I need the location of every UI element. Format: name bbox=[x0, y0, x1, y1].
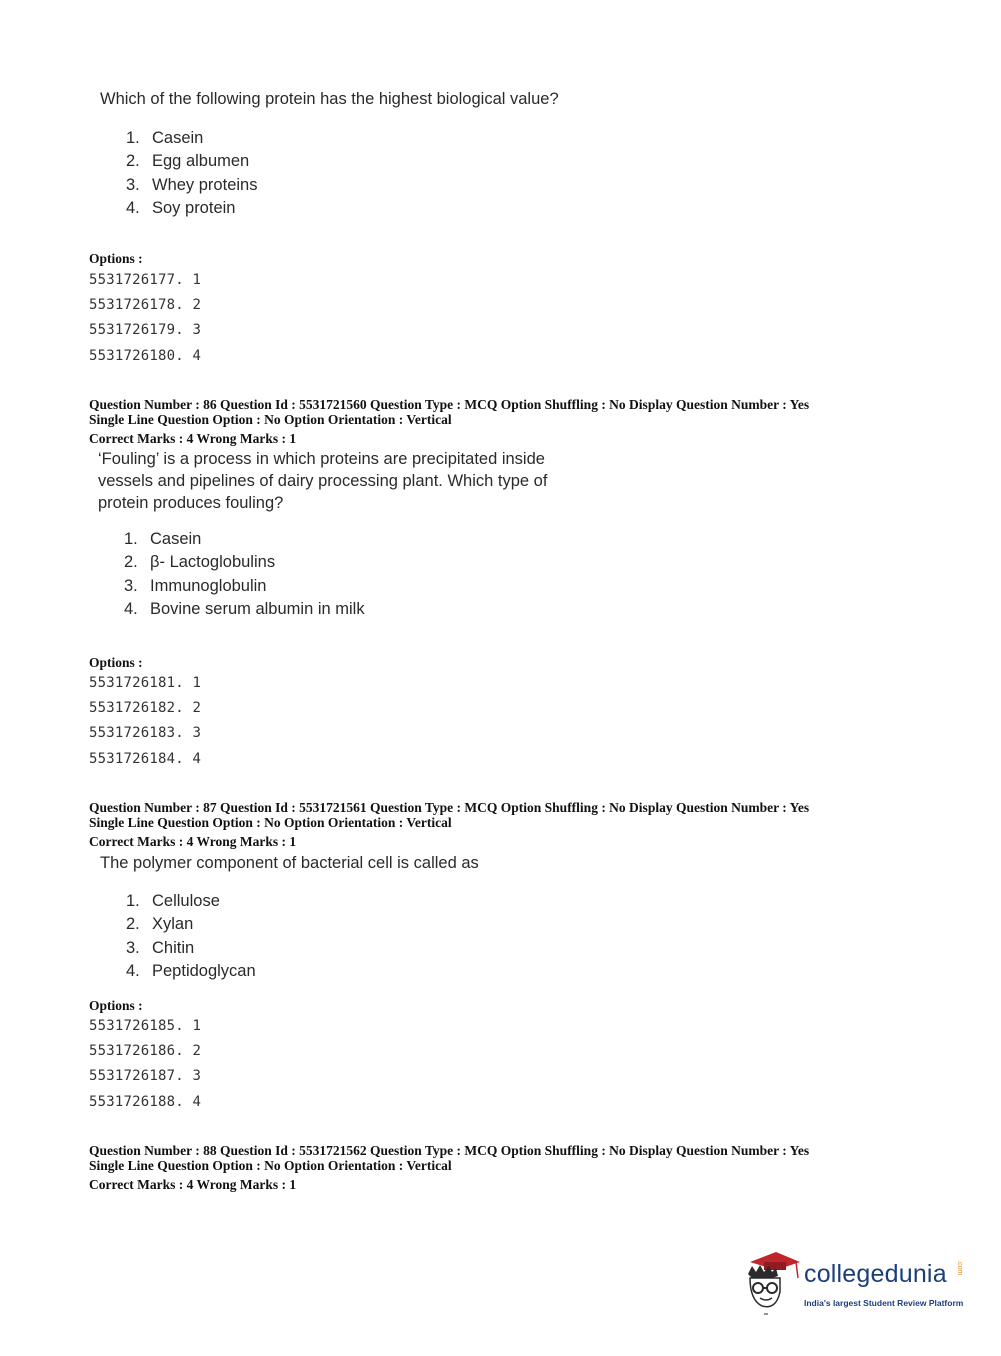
question-87-choices bbox=[126, 890, 256, 983]
question-87-meta-line1: Question Number : 87 Question Id : 5531721561 Question Type : MCQ Option Shuffling : No Display Question Number : Yes bbox=[89, 800, 810, 815]
choice-item: 3. Immunoglobulin bbox=[124, 576, 267, 595]
choice-item: 4. Bovine serum albumin in milk bbox=[124, 599, 365, 618]
question-86-text: ‘Fouling’ is a process in which proteins are precipitated inside vessels and pipelines of dairy processing plant. Which type of protein produces fouling? bbox=[98, 450, 548, 512]
option-id: 5531726182. 2 bbox=[89, 700, 202, 717]
question-86-options bbox=[89, 671, 201, 772]
choice-item: 4. Peptidoglycan bbox=[126, 961, 256, 980]
option-id: 5531726183. 3 bbox=[89, 725, 202, 742]
question-85-text: Which of the following protein has the highest biological value? bbox=[100, 90, 559, 108]
question-86-meta-line1: Question Number : 86 Question Id : 5531721560 Question Type : MCQ Option Shuffling : No Display Question Number : Yes bbox=[89, 397, 810, 412]
choice-item: 2. β- Lactoglobulins bbox=[124, 553, 276, 572]
question-88-marks: Correct Marks : 4 Wrong Marks : 1 bbox=[89, 1177, 297, 1192]
option-id: 5531726180. 4 bbox=[89, 347, 202, 364]
question-88-meta-line1: Question Number : 88 Question Id : 5531721562 Question Type : MCQ Option Shuffling : No Display Question Number : Yes bbox=[89, 1143, 810, 1158]
option-id: 5531726178. 2 bbox=[89, 297, 202, 314]
option-id: 5531726184. 4 bbox=[89, 750, 202, 767]
question-85-choices bbox=[126, 127, 257, 220]
question-87-text: The polymer component of bacterial cell is called as bbox=[100, 854, 479, 872]
question-88-meta-line2: Single Line Question Option : No Option Orientation : Vertical bbox=[89, 1158, 452, 1173]
choice-item: 2. Xylan bbox=[126, 915, 194, 934]
choice-item: 1. Casein bbox=[126, 129, 204, 147]
option-id: 5531726179. 3 bbox=[89, 322, 202, 339]
option-id: 5531726188. 4 bbox=[89, 1093, 202, 1110]
option-id: 5531726187. 3 bbox=[89, 1068, 202, 1085]
collegedunia-logo bbox=[742, 1248, 972, 1318]
logo-suffix: .com bbox=[956, 1260, 963, 1276]
logo-wordmark: collegedunia bbox=[804, 1260, 947, 1288]
option-id: 5531726186. 2 bbox=[89, 1043, 202, 1060]
choice-item: 2. Egg albumen bbox=[126, 152, 250, 171]
options-label: Options : bbox=[89, 655, 143, 670]
option-id: 5531726181. 1 bbox=[89, 675, 202, 691]
choice-item: 1. Casein bbox=[124, 530, 202, 548]
choice-item: 3. Chitin bbox=[126, 938, 195, 957]
question-85-options bbox=[89, 268, 201, 369]
option-id: 5531726177. 1 bbox=[89, 272, 202, 288]
mascot-icon bbox=[742, 1248, 802, 1318]
options-label: Options : bbox=[89, 251, 143, 266]
question-86-meta-line2: Single Line Question Option : No Option Orientation : Vertical bbox=[89, 412, 452, 427]
choice-item: 4. Soy protein bbox=[126, 198, 236, 217]
question-87-marks: Correct Marks : 4 Wrong Marks : 1 bbox=[89, 834, 297, 849]
logo-tagline: India's largest Student Review Platform bbox=[804, 1298, 964, 1308]
question-87-meta-line2: Single Line Question Option : No Option Orientation : Vertical bbox=[89, 815, 452, 830]
option-id: 5531726185. 1 bbox=[89, 1018, 202, 1034]
options-label: Options : bbox=[89, 998, 143, 1013]
choice-item: 1. Cellulose bbox=[126, 892, 220, 910]
question-87-options bbox=[89, 1014, 201, 1115]
question-86-choices bbox=[124, 528, 365, 621]
question-86-marks: Correct Marks : 4 Wrong Marks : 1 bbox=[89, 431, 297, 446]
choice-item: 3. Whey proteins bbox=[126, 175, 258, 194]
